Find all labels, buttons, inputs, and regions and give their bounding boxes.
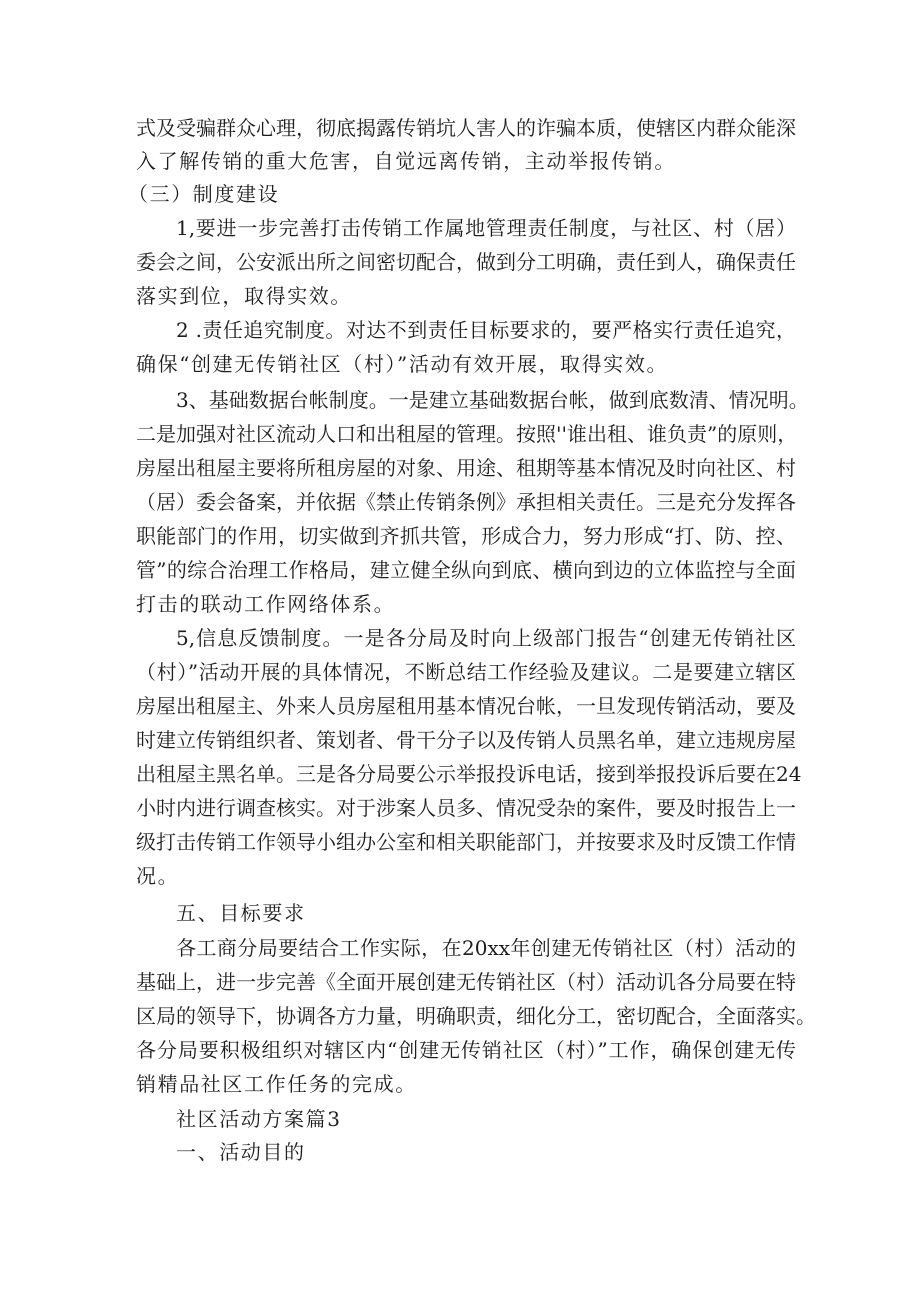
text-line: 基础上，进一步完善《全面开展创建无传销社区（村）活动讥各分局要在特 [136, 970, 796, 994]
text-line: 小时内进行调查核实。对于涉案人员多、情况受杂的案件，要及时报告上一 [136, 796, 796, 820]
text-line: 3、基础数据台帐制度。一是建立基础数据台帐，做到底数清、情况明。 [176, 388, 809, 412]
section-heading: 一、活动目的 [176, 1140, 306, 1164]
text-line: 房屋出租屋主、外来人员房屋租用基本情况台帐，一旦发现传销活动，要及 [136, 694, 796, 718]
text-line: 委会之间，公安派出所之间密切配合，做到分工明确，责任到人，确保责任 [136, 250, 796, 274]
text-line: 各分局要积极组织对辖区内“创建无传销社区（村）”工作，确保创建无传 [136, 1038, 796, 1062]
section-heading: （三）制度建设 [128, 182, 280, 206]
text-line: 式及受骗群众心理，彻底揭露传销坑人害人的诈骗本质，使辖区内群众能深 [136, 116, 796, 140]
text-line: 入了解传销的重大危害，自觉远离传销，主动举报传销。 [136, 149, 676, 173]
text-line: 1,要进一步完善打击传销工作属地管理责任制度，与社区、村（居） [176, 216, 796, 240]
text-line: 二是加强对社区流动人口和出租屋的管理。按照''谁出租、谁负责”的原则， [136, 422, 798, 446]
text-line: 级打击传销工作领导小组办公室和相关职能部门，并按要求及时反馈工作情 [136, 830, 796, 854]
text-line: 区局的领导下，协调各方力量，明确职责，细化分工，密切配合，全面落实。 [136, 1004, 816, 1028]
text-line: 职能部门的作用，切实做到齐抓共管，形成合力，努力形成“打、防、控、 [136, 524, 796, 548]
text-line: 时建立传销组织者、策划者、骨干分子以及传销人员黑名单，建立违规房屋 [136, 728, 796, 752]
text-line: 打击的联动工作网络体系。 [136, 592, 396, 616]
text-line: 管”的综合治理工作格局，建立健全纵向到底、横向到边的立体监控与全面 [136, 558, 796, 582]
text-line: 落实到位，取得实效。 [136, 284, 352, 308]
text-line: 出租屋主黑名单。三是各分局要公示举报投诉电话，接到举报投诉后要在24 [136, 762, 802, 786]
text-line: 确保“创建无传销社区（村）”活动有效开展，取得实效。 [136, 352, 669, 376]
text-line: （居）委会备案，并依据《禁止传销条例》承担相关责任。三是充分发挥各 [136, 490, 796, 514]
section-heading: 五、目标要求 [176, 901, 306, 925]
text-line: 销精品社区工作任务的完成。 [136, 1072, 417, 1096]
text-line: 2 .责任追究制度。对达不到责任目标要求的，要严格实行责任追究， [176, 318, 796, 342]
text-line: 房屋出租屋主要将所租房屋的对象、用途、租期等基本情况及时向社区、村 [136, 456, 796, 480]
text-line: （村）”活动开展的具体情况，不断总结工作经验及建议。二是要建立辖区 [136, 660, 796, 684]
text-line: 各工商分局要结合工作实际，在20xx年创建无传销社区（村）活动的 [176, 936, 796, 960]
text-line: 况。 [136, 864, 180, 888]
text-line: 5,信息反馈制度。一是各分局及时向上级部门报告“创建无传销社区 [176, 626, 796, 650]
document-title: 社区活动方案篇3 [176, 1107, 342, 1131]
